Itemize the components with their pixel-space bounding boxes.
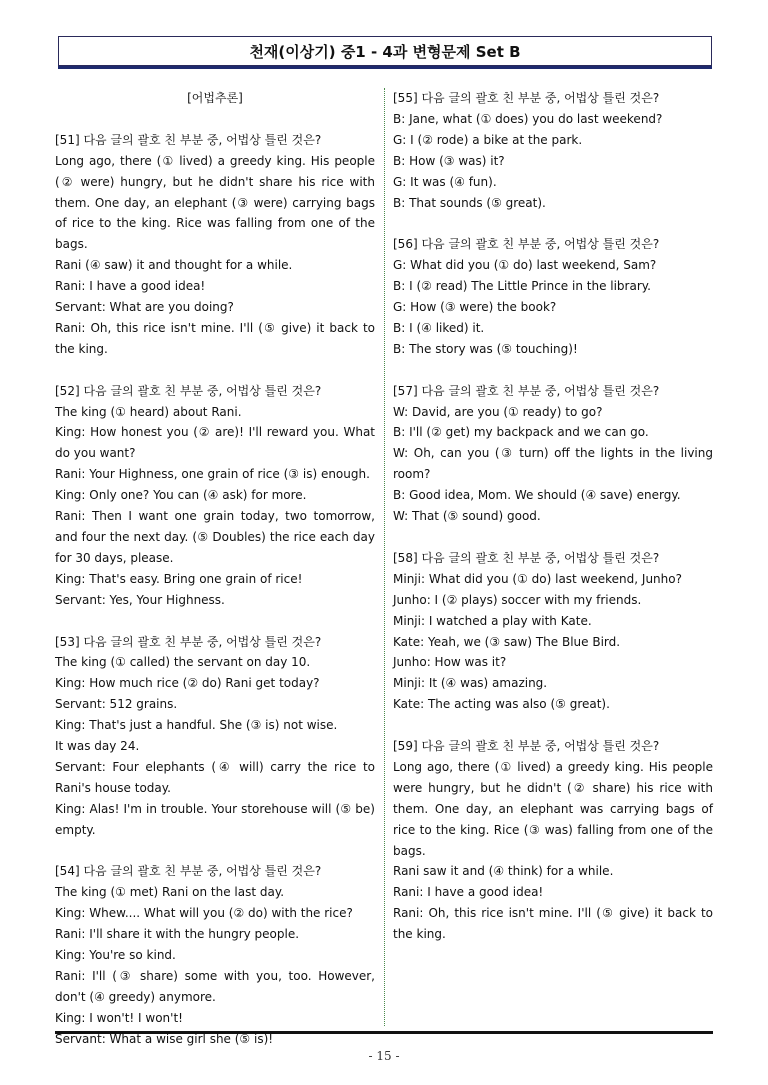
passage-line: King: That's easy. Bring one grain of rice! (55, 571, 303, 586)
question-block (393, 88, 713, 213)
question-block (393, 736, 713, 945)
passage-line: Servant: What a wise girl she (⑤ is)! (55, 1031, 274, 1046)
question-title: [53] 다음 글의 괄호 친 부분 중, 어법상 틀린 것은? (55, 634, 322, 649)
passage-line: B: The story was (⑤ touching)! (393, 341, 578, 356)
passage-line: King: How honest you (② are)! I'll reward you. What do you want? (55, 425, 375, 461)
passage-line: Kate: Yeah, we (③ saw) The Blue Bird. (393, 634, 621, 649)
passage-line: Rani: Oh, this rice isn't mine. I'll (⑤ give) it back to the king. (393, 906, 713, 942)
passage-line: Rani (④ saw) it and thought for a while. (55, 258, 293, 273)
page-number: - 15 - (368, 1049, 400, 1063)
passage-line: W: Oh, can you (③ turn) off the lights in the living room? (393, 446, 713, 482)
passage-line: B: Good idea, Mom. We should (④ save) energy. (393, 488, 681, 503)
passage-line: Servant: Four elephants (④ will) carry the rice to Rani's house today. (55, 759, 375, 795)
question-title: [55] 다음 글의 괄호 친 부분 중, 어법상 틀린 것은? (393, 91, 660, 105)
passage-line: B: I'll (② get) my backpack and we can go. (393, 425, 649, 440)
passage-line: Servant: 512 grains. (55, 697, 178, 712)
passage-line: B: How (③ was) it? (393, 153, 505, 168)
question-title: [51] 다음 글의 괄호 친 부분 중, 어법상 틀린 것은? (55, 132, 322, 147)
column-divider (384, 88, 385, 1026)
bottom-rule (55, 1031, 713, 1034)
passage-line: King: Only one? You can (④ ask) for more. (55, 488, 307, 503)
passage-line: Kate: The acting was also (⑤ great). (393, 697, 610, 712)
passage-line: Rani: I'll share it with the hungry people. (55, 927, 300, 942)
passage-line: Long ago, there (① lived) a greedy king. His people were hungry, but he didn't (② share) his rice with them. One day, an elephant was carrying bags of rice to the king. Rice (③ was) falling from one of the bags. (393, 759, 713, 858)
passage-line: Rani: I'll (③ share) some with you, too. However, don't (④ greedy) anymore. (55, 969, 375, 1004)
passage-line: It was day 24. (55, 739, 140, 754)
question-title: [59] 다음 글의 괄호 친 부분 중, 어법상 틀린 것은? (393, 739, 660, 754)
question-block (55, 861, 375, 1049)
passage-line: G: What did you (① do) last weekend, Sam? (393, 258, 657, 273)
left-column (55, 88, 375, 1050)
passage-line: B: Jane, what (① does) you do last weekend? (393, 111, 663, 126)
question-block (55, 632, 375, 841)
passage-line: Rani: Then I want one grain today, two tomorrow, and four the next day. (⑤ Doubles) the rice each day for 30 days, please. (55, 509, 375, 565)
passage-line: King: I won't! I won't! (55, 1010, 183, 1025)
passage-line: King: You're so kind. (55, 948, 176, 963)
passage-line: G: It was (④ fun). (393, 174, 497, 189)
question-title: [54] 다음 글의 괄호 친 부분 중, 어법상 틀린 것은? (55, 864, 322, 879)
passage-line: Junho: How was it? (393, 655, 507, 670)
question-title: [57] 다음 글의 괄호 친 부분 중, 어법상 틀린 것은? (393, 383, 660, 398)
passage-line: King: Whew.... What will you (② do) with the rice? (55, 906, 353, 921)
question-title: [52] 다음 글의 괄호 친 부분 중, 어법상 틀린 것은? (55, 383, 322, 398)
passage-line: Rani saw it and (④ think) for a while. (393, 864, 614, 879)
passage-line: King: How much rice (② do) Rani get today? (55, 676, 320, 691)
passage-line: G: How (③ were) the book? (393, 300, 557, 315)
passage-line: W: David, are you (① ready) to go? (393, 404, 603, 419)
passage-line: W: That (⑤ sound) good. (393, 509, 541, 524)
left-question-list (55, 130, 375, 1050)
question-title: [56] 다음 글의 괄호 친 부분 중, 어법상 틀린 것은? (393, 237, 660, 252)
passage-line: Servant: What are you doing? (55, 300, 234, 315)
right-column (393, 88, 713, 945)
passage-line: G: I (② rode) a bike at the park. (393, 132, 583, 147)
right-question-list (393, 88, 713, 945)
question-block (393, 548, 713, 715)
question-block (393, 381, 713, 527)
passage-line: Rani: I have a good idea! (55, 279, 206, 294)
question-block (393, 234, 713, 359)
section-heading: [어법추론] (187, 91, 243, 105)
passage-line: Servant: Yes, Your Highness. (55, 592, 225, 607)
passage-line: Rani: Oh, this rice isn't mine. I'll (⑤ give) it back to the king. (55, 320, 375, 356)
passage-line: Rani: I have a good idea! (393, 885, 544, 900)
passage-line: The king (① heard) about Rani. (55, 404, 242, 419)
page-title: 천재(이상기) 중1 - 4과 변형문제 Set B (58, 36, 712, 66)
passage-line: King: Alas! I'm in trouble. Your storehouse will (⑤ be) empty. (55, 801, 375, 837)
passage-line: Junho: I (② plays) soccer with my friends. (393, 592, 642, 607)
passage-line: Minji: What did you (① do) last weekend, Junho? (393, 571, 682, 586)
passage-line: B: I (④ liked) it. (393, 320, 485, 335)
question-block (55, 381, 375, 611)
passage-line: B: That sounds (⑤ great). (393, 195, 546, 210)
passage-line: Rani: Your Highness, one grain of rice (③ is) enough. (55, 467, 370, 482)
question-title: [58] 다음 글의 괄호 친 부분 중, 어법상 틀린 것은? (393, 550, 660, 565)
passage-line: King: That's just a handful. She (③ is) not wise. (55, 718, 338, 733)
passage-line: B: I (② read) The Little Prince in the library. (393, 279, 651, 294)
question-block (55, 130, 375, 360)
passage-line: The king (① called) the servant on day 10. (55, 655, 311, 670)
passage-line: Minji: It (④ was) amazing. (393, 676, 548, 691)
passage-line: Long ago, there (① lived) a greedy king. His people (② were) hungry, but he didn't share his rice with them. One day, an elephant (③ were) carrying bags of rice to the king. Rice was falling from one of the bags. (55, 153, 375, 252)
passage-line: Minji: I watched a play with Kate. (393, 613, 592, 628)
passage-line: The king (① met) Rani on the last day. (55, 885, 285, 900)
